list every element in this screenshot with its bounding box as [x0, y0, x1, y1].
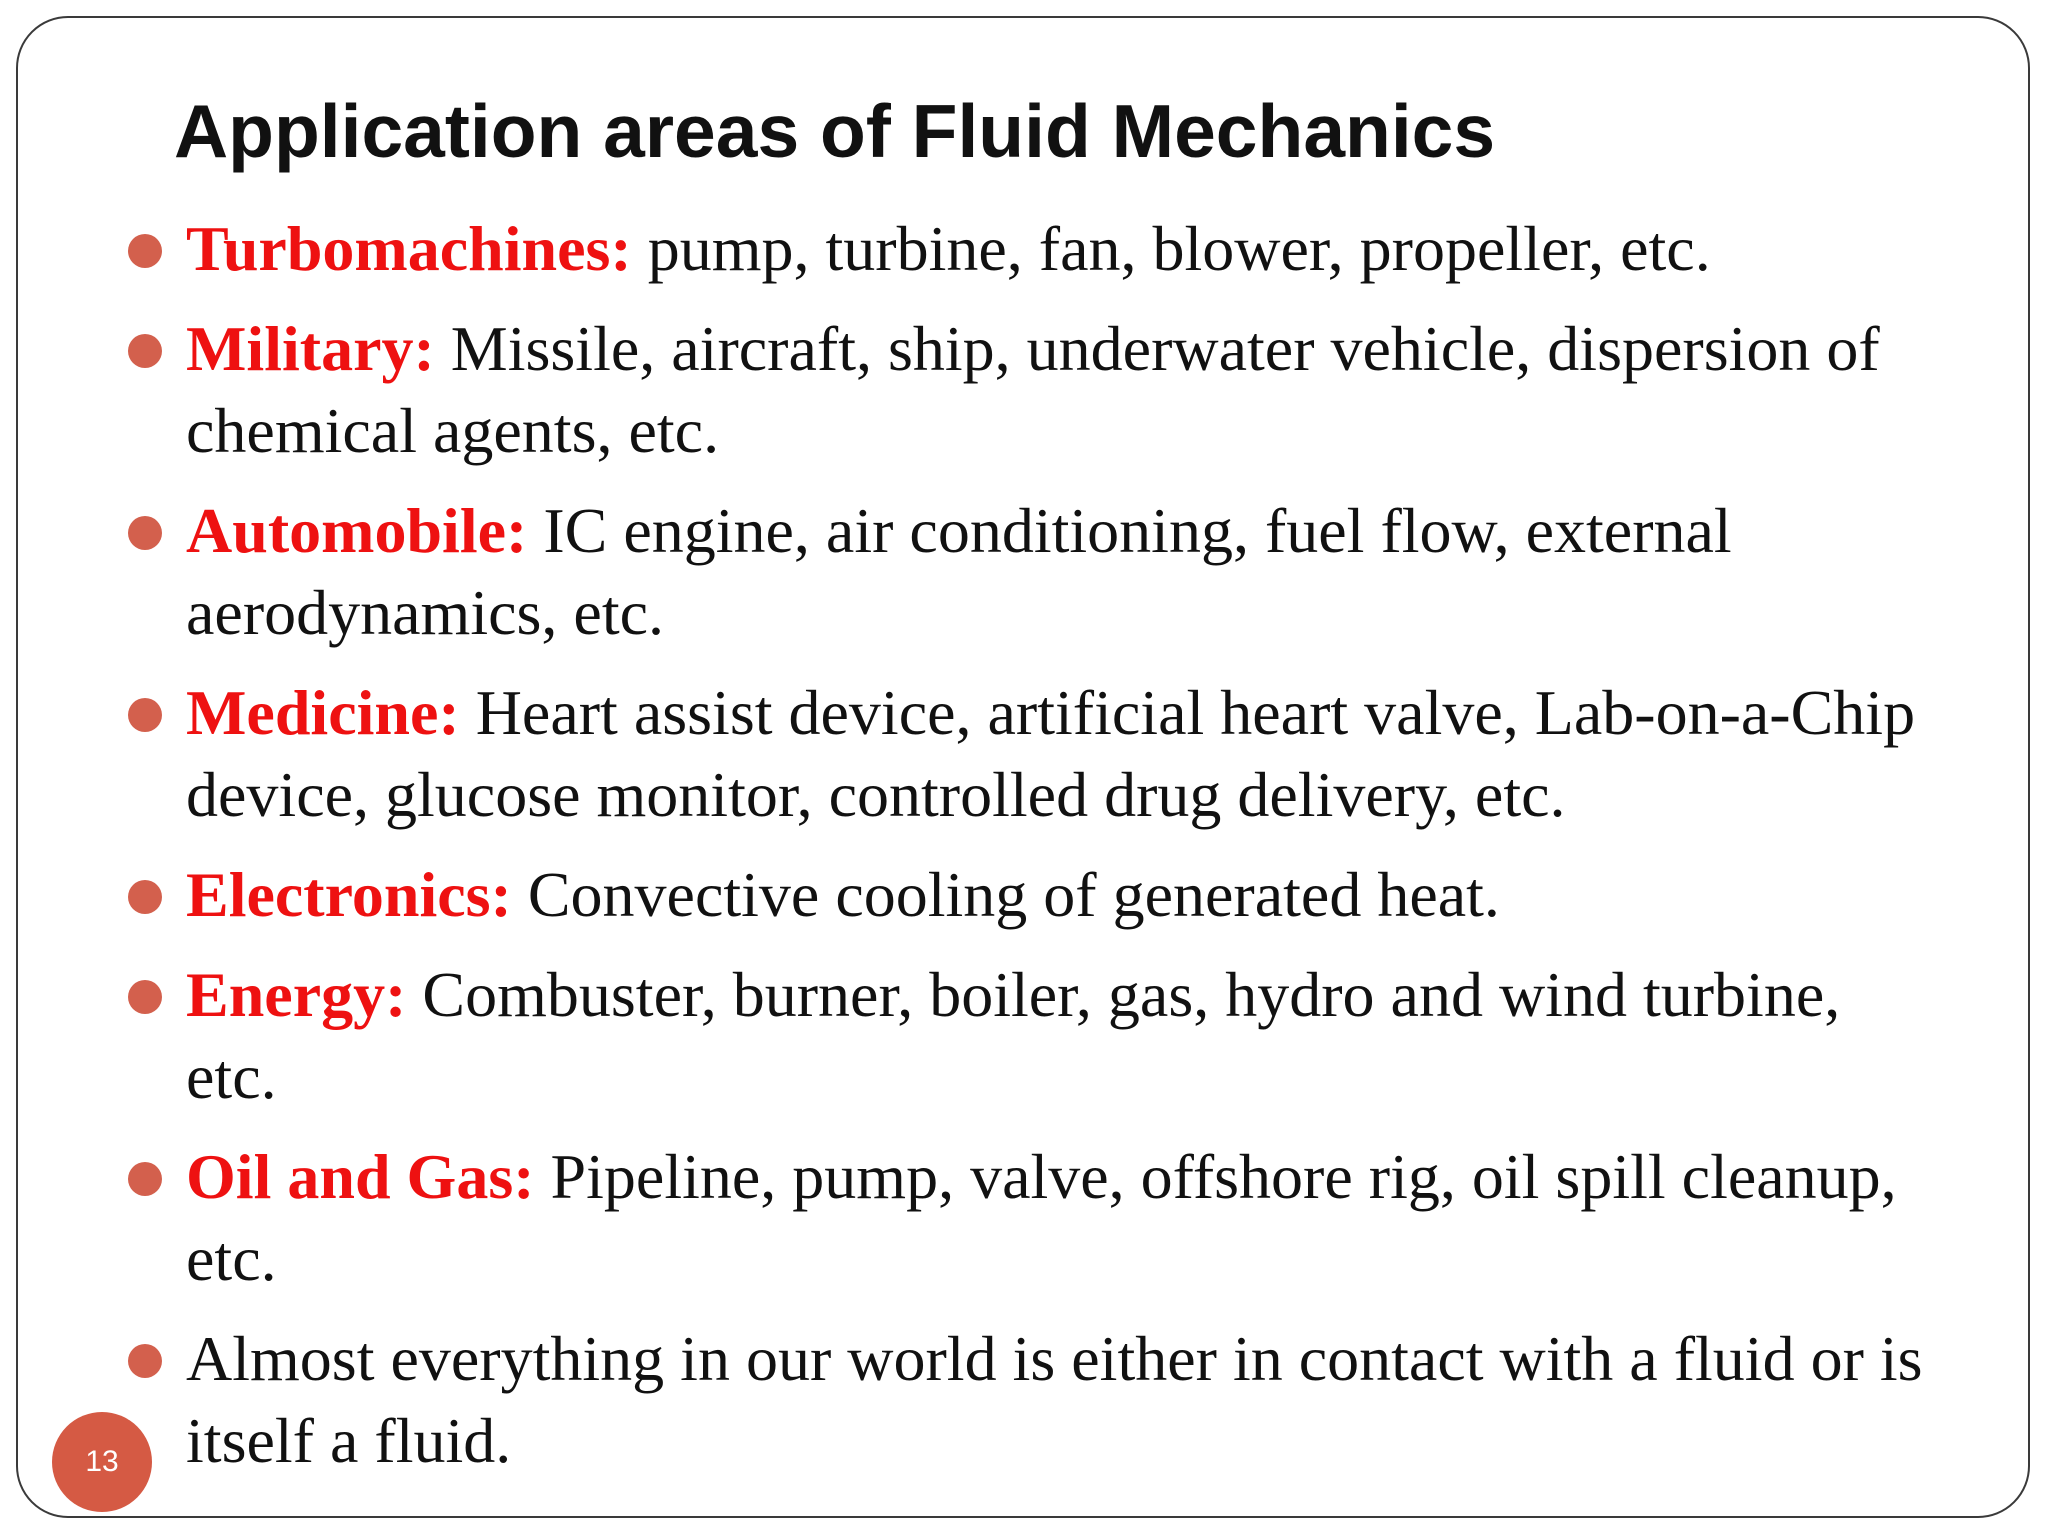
bullet-label: Medicine:: [186, 677, 460, 748]
slide-title: Application areas of Fluid Mechanics: [174, 89, 1496, 173]
bullet-item: [126, 490, 1926, 654]
bullet-text: Heart assist device, artificial heart valve, Lab-on-a-Chip device, glucose monitor, controlled drug delivery, etc.: [186, 677, 1916, 830]
bullet-label: Energy:: [186, 959, 407, 1030]
bullet-dot-icon: [128, 980, 162, 1014]
bullet-dot-icon: [128, 1344, 162, 1378]
bullet-item: [126, 308, 1926, 472]
bullet-dot-icon: [128, 334, 162, 368]
bullet-item: [126, 208, 1926, 290]
page-number-badge: 13: [52, 1412, 152, 1512]
bullet-dot-icon: [128, 516, 162, 550]
bullet-dot-icon: [128, 698, 162, 732]
bullet-list: [126, 208, 1926, 1500]
bullet-text: pump, turbine, fan, blower, propeller, etc.: [631, 213, 1711, 284]
bullet-label: Electronics:: [186, 859, 512, 930]
bullet-label: Turbomachines:: [186, 213, 632, 284]
bullet-label: Oil and Gas:: [186, 1141, 535, 1212]
bullet-item: [126, 954, 1926, 1118]
slide: [16, 16, 2030, 1518]
bullet-label: Automobile:: [186, 495, 528, 566]
bullet-item: [126, 672, 1926, 836]
bullet-item: [126, 854, 1926, 936]
bullet-text: Almost everything in our world is either in contact with a fluid or is itself a fluid.: [186, 1323, 1923, 1476]
bullet-text: Missile, aircraft, ship, underwater vehicle, dispersion of chemical agents, etc.: [186, 313, 1880, 466]
bullet-text: Convective cooling of generated heat.: [511, 859, 1500, 930]
bullet-dot-icon: [128, 880, 162, 914]
bullet-dot-icon: [128, 234, 162, 268]
bullet-label: Military:: [186, 313, 435, 384]
bullet-dot-icon: [128, 1162, 162, 1196]
bullet-text: Combuster, burner, boiler, gas, hydro and wind turbine, etc.: [186, 959, 1841, 1112]
bullet-text: IC engine, air conditioning, fuel flow, external aerodynamics, etc.: [186, 495, 1732, 648]
bullet-item: [126, 1136, 1926, 1300]
bullet-item: [126, 1318, 1926, 1482]
bullet-text: Pipeline, pump, valve, offshore rig, oil spill cleanup, etc.: [186, 1141, 1897, 1294]
